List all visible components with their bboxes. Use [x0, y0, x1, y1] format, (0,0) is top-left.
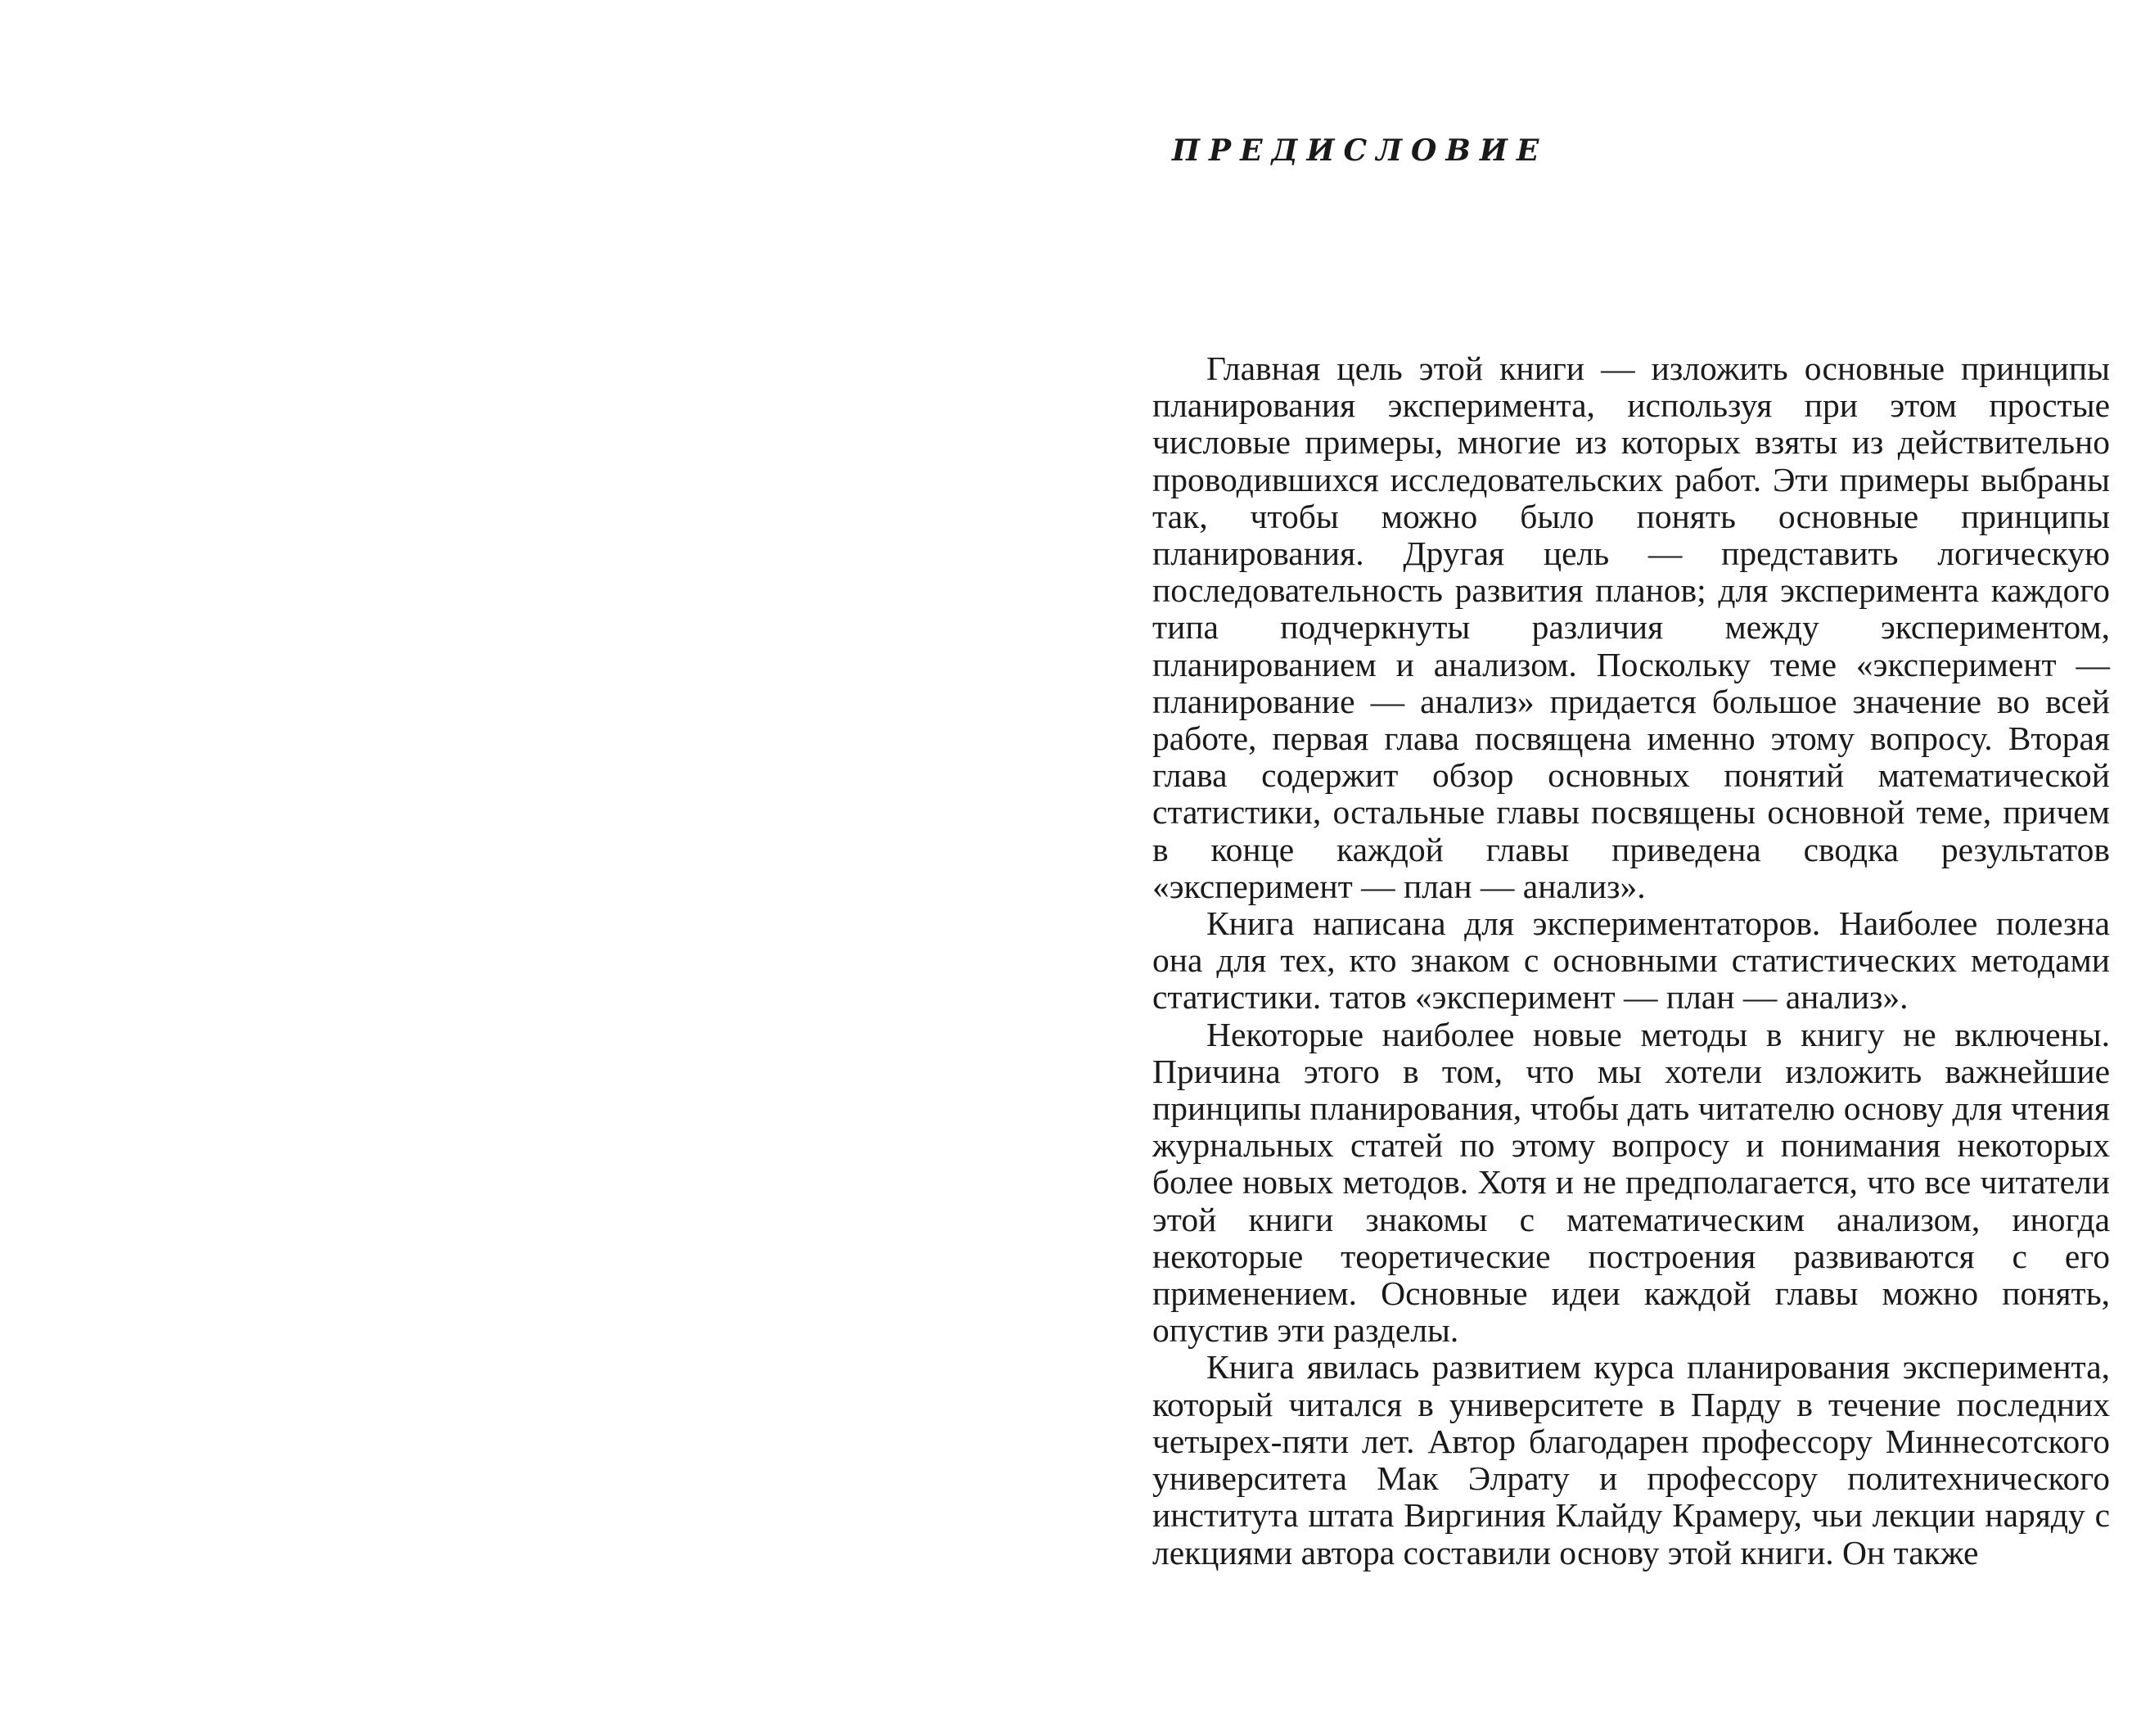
paragraph-2: Книга написана для экспериментаторов. Наиболее полезна она для тех, кто знаком с основными статистических методами статистики. татов «эксперимент — план — анализ».: [1152, 904, 2110, 1017]
preface-body: [1152, 350, 2110, 1571]
blank-left-page: [0, 0, 1064, 1736]
page-title: ПРЕДИСЛОВИЕ: [1172, 133, 1548, 168]
paragraph-4: Книга явилась развитием курса планирования эксперимента, который читался в университете в Парду в течение последних четырех-пяти лет. Автор благодарен профессору Миннесотского университета Мак Элрату и профессору политехнического института штата Виргиния Клайду Крамеру, чьи лекции наряду с лекциями автора составили основу этой книги. Он также: [1152, 1348, 2110, 1571]
paragraph-1: Главная цель этой книги — изложить основные принципы планирования эксперимента, используя при этом простые числовые примеры, многие из которых взяты из действительно проводившихся исследовательских работ. Эти примеры выбраны так, чтобы можно было понять основные принципы планирования. Другая цель — представить логическую последовательность развития планов; для эксперимента каждого типа подчеркнуты различия между экспериментом, планированием и анализом. Поскольку теме «эксперимент — планирование — анализ» придается большое значение во всей работе, первая глава посвящена именно этому вопросу. Вторая глава содержит обзор основных понятий математической статистики, остальные главы посвящены основной теме, причем в конце каждой главы приведена сводка результатов «эксперимент — план — анализ».: [1152, 349, 2110, 905]
paragraph-3: Некоторые наиболее новые методы в книгу не включены. Причина этого в том, что мы хотели изложить важнейшие принципы планирования, чтобы дать читателю основу для чтения журнальных статей по этому вопросу и понимания некоторых более новых методов. Хотя и не предполагается, что все читатели этой книги знакомы с математическим анализом, иногда некоторые теоретические построения развиваются с его применением. Основные идеи каждой главы можно понять, опустив эти разделы.: [1152, 1015, 2110, 1350]
